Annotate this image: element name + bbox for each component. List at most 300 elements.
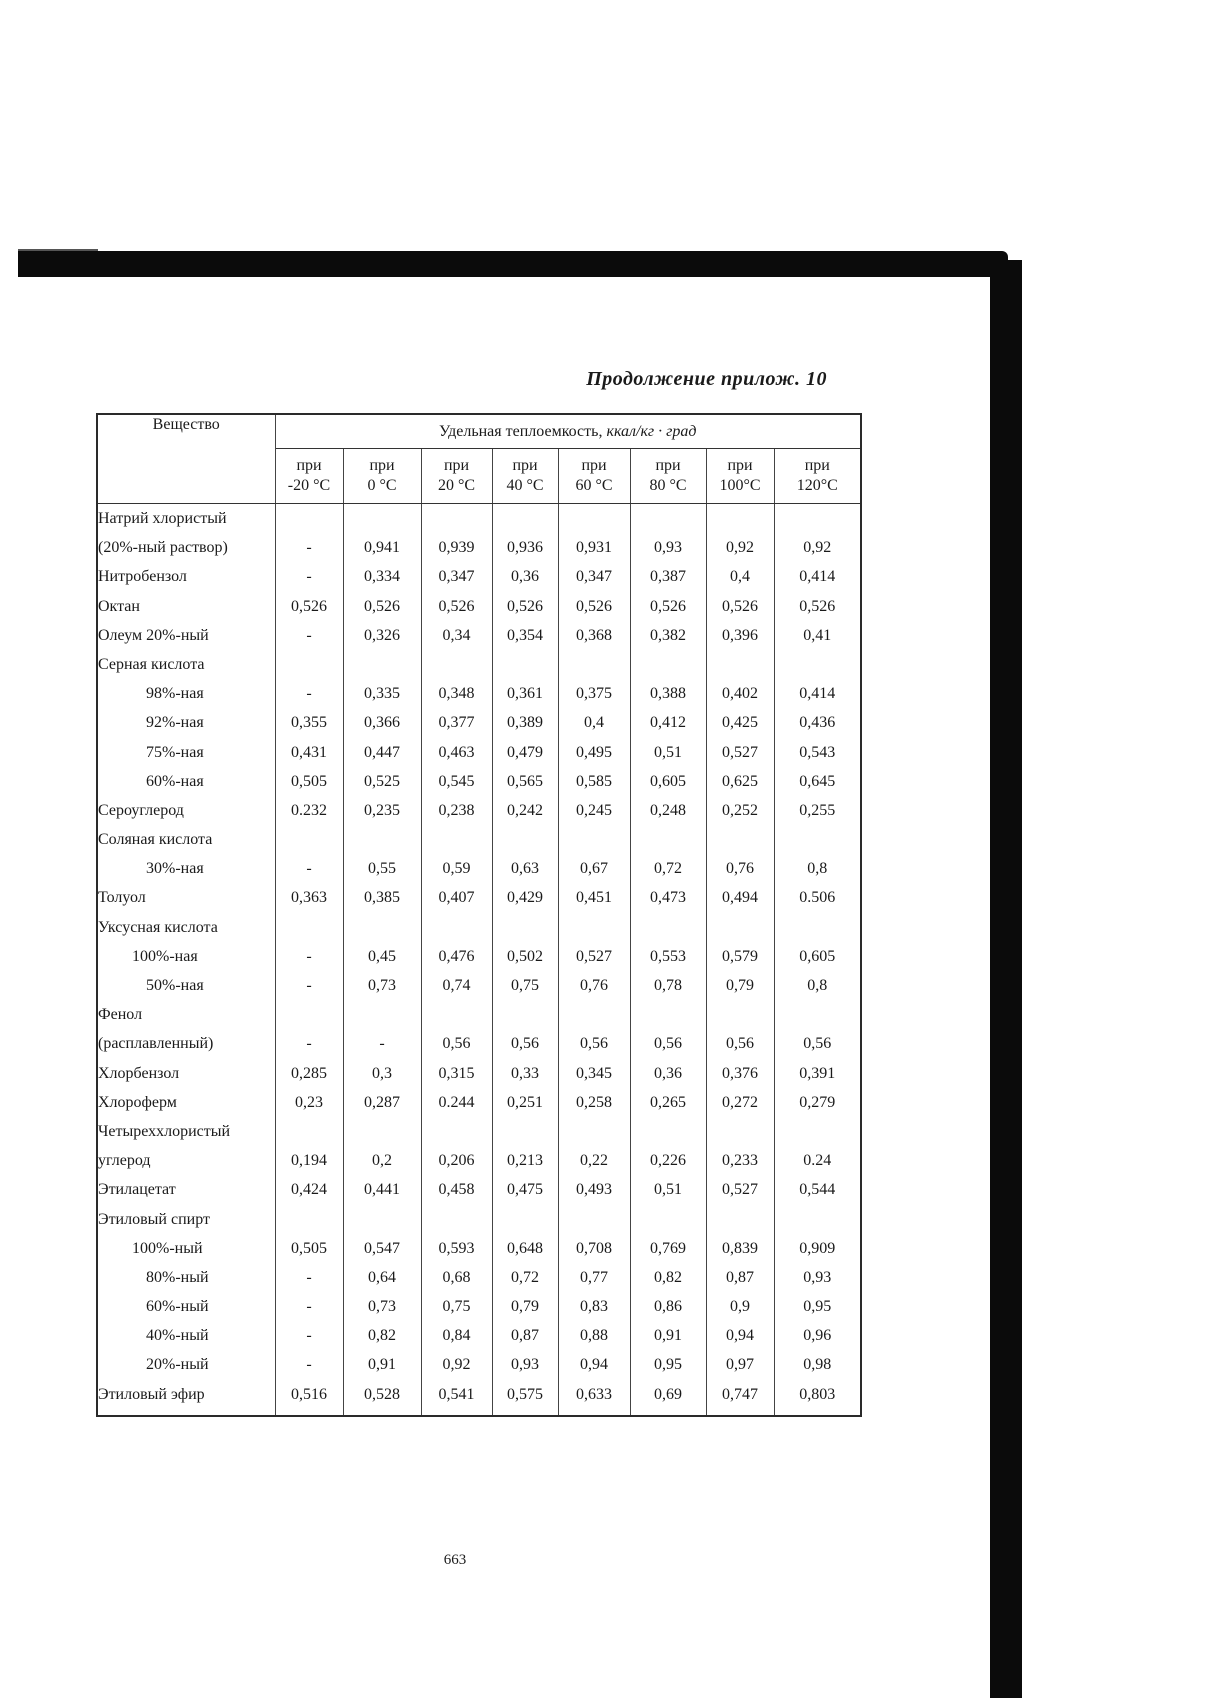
heat-capacity-value [275,1205,343,1234]
group-header-text: Удельная теплоемкость, [439,422,603,440]
heat-capacity-value: - [275,562,343,591]
heat-capacity-value: 0,23 [275,1088,343,1117]
heat-capacity-value: 0,78 [630,971,706,1000]
temperature-value: -20 °C [287,477,331,494]
heat-capacity-value: 0,56 [630,1029,706,1058]
substance-name: Серная кислота [97,650,275,679]
heat-capacity-value [630,1205,706,1234]
heat-capacity-value [706,1000,774,1029]
table-row [97,738,861,767]
heat-capacity-value: 0,8 [774,854,861,883]
temperature-prefix: при [581,457,607,474]
substance-name: Хлороферм [97,1088,275,1117]
heat-capacity-value: 0,387 [630,562,706,591]
heat-capacity-value: 0,839 [706,1234,774,1263]
heat-capacity-value [275,825,343,854]
substance-name: 75%-ная [97,738,275,767]
heat-capacity-value: 0,475 [492,1175,558,1204]
heat-capacity-value: 0,194 [275,1146,343,1175]
substance-name: 100%-ная [97,942,275,971]
heat-capacity-value: 0,2 [343,1146,421,1175]
heat-capacity-value [706,504,774,534]
heat-capacity-value: 0,92 [421,1350,492,1379]
substance-name: (20%-ный раствор) [97,533,275,562]
heat-capacity-value: 0,424 [275,1175,343,1204]
heat-capacity-value: 0,526 [343,592,421,621]
heat-capacity-value: 0,91 [343,1350,421,1379]
heat-capacity-value: 0,45 [343,942,421,971]
heat-capacity-value: 0,347 [558,562,630,591]
heat-capacity-value [421,1117,492,1146]
heat-capacity-value: 0,502 [492,942,558,971]
substance-name: Фенол [97,1000,275,1029]
table-row [97,679,861,708]
substance-name: Толуол [97,883,275,912]
heat-capacity-value: 0,4 [706,562,774,591]
substance-name: Октан [97,592,275,621]
heat-capacity-value: 0,575 [492,1380,558,1416]
heat-capacity-value: 0,51 [630,738,706,767]
table-row [97,592,861,621]
heat-capacity-value: 0,326 [343,621,421,650]
heat-capacity-value: 0,375 [558,679,630,708]
heat-capacity-value: 0,74 [421,971,492,1000]
heat-capacity-value [630,504,706,534]
heat-capacity-value: 0,382 [630,621,706,650]
heat-capacity-value: 0,441 [343,1175,421,1204]
table-row [97,913,861,942]
heat-capacity-value: 0,936 [492,533,558,562]
heat-capacity-value [558,650,630,679]
temperature-value: 100°C [719,477,761,494]
heat-capacity-value: 0,72 [492,1263,558,1292]
heat-capacity-value [343,1205,421,1234]
heat-capacity-value: 0,79 [492,1292,558,1321]
heat-capacity-value: 0,34 [421,621,492,650]
heat-capacity-value: 0,95 [630,1350,706,1379]
table-row [97,621,861,650]
heat-capacity-value: 0,87 [492,1321,558,1350]
heat-capacity-value [492,504,558,534]
substance-name: Уксусная кислота [97,913,275,942]
heat-capacity-value: 0,56 [706,1029,774,1058]
heat-capacity-value: 0,593 [421,1234,492,1263]
heat-capacity-value [421,650,492,679]
table-row [97,971,861,1000]
specific-heat-table [96,413,862,1417]
heat-capacity-value: 0,94 [558,1350,630,1379]
heat-capacity-value: 0,747 [706,1380,774,1416]
table-row [97,1088,861,1117]
heat-capacity-value: 0,476 [421,942,492,971]
table-row [97,825,861,854]
temperature-prefix: при [296,457,322,474]
heat-capacity-value [774,1117,861,1146]
page-caption: Продолжение прилож. 10 [586,368,827,390]
heat-capacity-value: 0,347 [421,562,492,591]
heat-capacity-value: 0,931 [558,533,630,562]
heat-capacity-value: 0,251 [492,1088,558,1117]
temperature-column-header [343,449,421,504]
table-row [97,796,861,825]
heat-capacity-value: 0,67 [558,854,630,883]
heat-capacity-value: 0,505 [275,767,343,796]
heat-capacity-value: 0,377 [421,708,492,737]
substance-name: Хлорбензол [97,1059,275,1088]
heat-capacity-value: 0,88 [558,1321,630,1350]
heat-capacity-value: - [275,971,343,1000]
heat-capacity-value: - [275,1292,343,1321]
heat-capacity-value: 0.244 [421,1088,492,1117]
temperature-prefix: при [443,457,470,474]
substance-name: (расплавленный) [97,1029,275,1058]
heat-capacity-value: 0,233 [706,1146,774,1175]
heat-capacity-value: 0,285 [275,1059,343,1088]
heat-capacity-value: 0,36 [492,562,558,591]
heat-capacity-value: 0,75 [421,1292,492,1321]
heat-capacity-value: 0,526 [630,592,706,621]
heat-capacity-value: - [275,942,343,971]
heat-capacity-value: 0,206 [421,1146,492,1175]
heat-capacity-value: 0,64 [343,1263,421,1292]
heat-capacity-value [774,650,861,679]
heat-capacity-value: 0,447 [343,738,421,767]
substance-name: Этиловый спирт [97,1205,275,1234]
heat-capacity-value: 0.24 [774,1146,861,1175]
heat-capacity-value: 0,82 [630,1263,706,1292]
heat-capacity-value [774,825,861,854]
heat-capacity-value: 0,769 [630,1234,706,1263]
heat-capacity-value: 0,407 [421,883,492,912]
heat-capacity-value: 0,414 [774,679,861,708]
table-row [97,533,861,562]
heat-capacity-value [275,650,343,679]
heat-capacity-value: 0,528 [343,1380,421,1416]
heat-capacity-value: 0,73 [343,1292,421,1321]
heat-capacity-value: 0,56 [421,1029,492,1058]
heat-capacity-value: 0,92 [706,533,774,562]
heat-capacity-value: 0,242 [492,796,558,825]
substance-name: 60%-ная [97,767,275,796]
heat-capacity-value [558,1000,630,1029]
heat-capacity-value: 0,86 [630,1292,706,1321]
specific-heat-table-container [96,413,860,1417]
heat-capacity-value: 0,56 [492,1029,558,1058]
heat-capacity-value: 0,69 [630,1380,706,1416]
heat-capacity-value: 0,479 [492,738,558,767]
table-row [97,767,861,796]
heat-capacity-value: - [275,621,343,650]
temperature-prefix: при [804,457,830,474]
heat-capacity-value: 0,525 [343,767,421,796]
heat-capacity-value: 0,363 [275,883,343,912]
heat-capacity-value: 0,493 [558,1175,630,1204]
table-row [97,708,861,737]
table-header [97,414,861,504]
heat-capacity-value: 0,95 [774,1292,861,1321]
heat-capacity-value [558,825,630,854]
heat-capacity-value [492,913,558,942]
table-row [97,1146,861,1175]
heat-capacity-value [492,825,558,854]
substance-name: Четыреххлористый [97,1117,275,1146]
table-row [97,1205,861,1234]
substance-name: углерод [97,1146,275,1175]
heat-capacity-value: 0,436 [774,708,861,737]
substance-name: Олеум 20%-ный [97,621,275,650]
heat-capacity-value: 0,93 [630,533,706,562]
heat-capacity-value: 0,84 [421,1321,492,1350]
heat-capacity-value [706,650,774,679]
heat-capacity-value: 0,83 [558,1292,630,1321]
table-row [97,1234,861,1263]
heat-capacity-value: 0,494 [706,883,774,912]
heat-capacity-value: 0,458 [421,1175,492,1204]
heat-capacity-value: 0,287 [343,1088,421,1117]
heat-capacity-value: 0,526 [774,592,861,621]
heat-capacity-value: 0,272 [706,1088,774,1117]
table-body [97,504,861,1416]
heat-capacity-value [343,1117,421,1146]
heat-capacity-value: - [275,679,343,708]
heat-capacity-value [343,504,421,534]
heat-capacity-value: 0,334 [343,562,421,591]
heat-capacity-value [275,504,343,534]
heat-capacity-value [774,1000,861,1029]
heat-capacity-value: 0,92 [774,533,861,562]
heat-capacity-value: 0,33 [492,1059,558,1088]
heat-capacity-value: 0,396 [706,621,774,650]
heat-capacity-value: 0,79 [706,971,774,1000]
table-row [97,942,861,971]
temperature-prefix: при [727,457,753,474]
heat-capacity-value: 0,648 [492,1234,558,1263]
substance-name: 30%-ная [97,854,275,883]
heat-capacity-value: 0,388 [630,679,706,708]
heat-capacity-value: 0,544 [774,1175,861,1204]
heat-capacity-value [421,825,492,854]
substance-name: Этиловый эфир [97,1380,275,1416]
heat-capacity-value [275,1117,343,1146]
heat-capacity-value: 0,235 [343,796,421,825]
heat-capacity-value: 0,348 [421,679,492,708]
heat-capacity-value: 0,389 [492,708,558,737]
heat-capacity-value: 0,939 [421,533,492,562]
substance-name: 60%-ный [97,1292,275,1321]
table-row [97,504,861,534]
heat-capacity-value: 0,645 [774,767,861,796]
heat-capacity-value [706,1117,774,1146]
substance-name: 98%-ная [97,679,275,708]
heat-capacity-value: 0,56 [774,1029,861,1058]
heat-capacity-value [492,1117,558,1146]
heat-capacity-value: 0,545 [421,767,492,796]
heat-capacity-value: 0,355 [275,708,343,737]
heat-capacity-value: 0,96 [774,1321,861,1350]
heat-capacity-value [630,650,706,679]
heat-capacity-value: - [275,854,343,883]
heat-capacity-value: 0,473 [630,883,706,912]
substance-name: Натрий хлористый [97,504,275,534]
heat-capacity-value: 0,72 [630,854,706,883]
temperature-column-header [774,449,861,504]
heat-capacity-value: 0,526 [421,592,492,621]
heat-capacity-value: 0,463 [421,738,492,767]
heat-capacity-value [774,913,861,942]
temperature-prefix: при [655,457,681,474]
heat-capacity-value: - [275,1350,343,1379]
heat-capacity-value: 0,414 [774,562,861,591]
heat-capacity-value: 0,75 [492,971,558,1000]
heat-capacity-value [343,825,421,854]
heat-capacity-value: 0.506 [774,883,861,912]
scan-border-top [18,251,1008,277]
heat-capacity-value: 0,82 [343,1321,421,1350]
heat-capacity-value: 0,412 [630,708,706,737]
heat-capacity-value: 0,425 [706,708,774,737]
temperature-value: 120°C [796,477,838,494]
heat-capacity-value [774,504,861,534]
heat-capacity-value: 0,22 [558,1146,630,1175]
heat-capacity-value: 0,585 [558,767,630,796]
heat-capacity-value: 0,527 [706,738,774,767]
heat-capacity-value: 0,245 [558,796,630,825]
heat-capacity-value: 0,605 [630,767,706,796]
heat-capacity-value: 0,93 [492,1350,558,1379]
heat-capacity-value: 0,91 [630,1321,706,1350]
table-row [97,883,861,912]
temperature-prefix: при [512,457,538,474]
heat-capacity-value: 0,941 [343,533,421,562]
heat-capacity-value: 0,526 [275,592,343,621]
heat-capacity-value [343,1000,421,1029]
heat-capacity-value: 0,8 [774,971,861,1000]
heat-capacity-value: 0,3 [343,1059,421,1088]
temperature-value: 80 °C [649,477,687,494]
table-row [97,650,861,679]
temperature-value: 60 °C [575,477,613,494]
substance-name: 80%-ный [97,1263,275,1292]
heat-capacity-value: 0,345 [558,1059,630,1088]
heat-capacity-value: 0,526 [706,592,774,621]
heat-capacity-value [630,1000,706,1029]
group-header-units: ккал/кг · град [606,422,697,440]
heat-capacity-value: 0,526 [558,592,630,621]
heat-capacity-value: 0,451 [558,883,630,912]
heat-capacity-value: 0,909 [774,1234,861,1263]
scan-border-right [990,260,1022,1698]
heat-capacity-value: 0,579 [706,942,774,971]
heat-capacity-value: 0,541 [421,1380,492,1416]
substance-name: 100%-ный [97,1234,275,1263]
heat-capacity-value: 0,495 [558,738,630,767]
heat-capacity-value: 0,708 [558,1234,630,1263]
heat-capacity-value [492,1000,558,1029]
heat-capacity-value [706,825,774,854]
specific-heat-group-header [275,414,861,449]
heat-capacity-value: 0,335 [343,679,421,708]
heat-capacity-value: - [275,1321,343,1350]
table-row [97,1117,861,1146]
heat-capacity-value: 0,265 [630,1088,706,1117]
heat-capacity-value: 0,361 [492,679,558,708]
heat-capacity-value: 0,803 [774,1380,861,1416]
heat-capacity-value: 0,402 [706,679,774,708]
heat-capacity-value [558,504,630,534]
heat-capacity-value: 0,633 [558,1380,630,1416]
temperature-value: 40 °C [506,477,544,494]
heat-capacity-value [275,913,343,942]
heat-capacity-value [343,650,421,679]
heat-capacity-value: 0,94 [706,1321,774,1350]
heat-capacity-value [492,1205,558,1234]
heat-capacity-value: 0,9 [706,1292,774,1321]
heat-capacity-value: 0,547 [343,1234,421,1263]
heat-capacity-value: 0,505 [275,1234,343,1263]
heat-capacity-value: 0,565 [492,767,558,796]
heat-capacity-value: 0,368 [558,621,630,650]
heat-capacity-value: 0,226 [630,1146,706,1175]
heat-capacity-value: 0,68 [421,1263,492,1292]
temperature-column-header [275,449,343,504]
heat-capacity-value: 0,527 [706,1175,774,1204]
heat-capacity-value: 0,55 [343,854,421,883]
heat-capacity-value: 0,255 [774,796,861,825]
heat-capacity-value: - [275,533,343,562]
heat-capacity-value [421,504,492,534]
table-row [97,1000,861,1029]
heat-capacity-value: 0,527 [558,942,630,971]
heat-capacity-value [630,1117,706,1146]
heat-capacity-value: - [275,1029,343,1058]
substance-name: Сероуглерод [97,796,275,825]
heat-capacity-value: - [343,1029,421,1058]
heat-capacity-value: 0,63 [492,854,558,883]
table-row [97,1175,861,1204]
table-row [97,854,861,883]
heat-capacity-value: 0,429 [492,883,558,912]
heat-capacity-value: 0,87 [706,1263,774,1292]
temperature-column-header [421,449,492,504]
substance-name: 20%-ный [97,1350,275,1379]
table-row [97,1263,861,1292]
temperature-column-header [558,449,630,504]
heat-capacity-value: 0,4 [558,708,630,737]
substance-name: 40%-ный [97,1321,275,1350]
heat-capacity-value: 0.232 [275,796,343,825]
substance-name: 92%-ная [97,708,275,737]
heat-capacity-value: 0,76 [706,854,774,883]
temperature-value: 20 °C [437,477,476,494]
temperature-column-header [630,449,706,504]
temperature-column-header [706,449,774,504]
heat-capacity-value: - [275,1263,343,1292]
substance-name: Нитробензол [97,562,275,591]
heat-capacity-value [558,913,630,942]
heat-capacity-value: 0,77 [558,1263,630,1292]
heat-capacity-value: 0,59 [421,854,492,883]
table-row [97,1029,861,1058]
heat-capacity-value [275,1000,343,1029]
heat-capacity-value: 0,526 [492,592,558,621]
heat-capacity-value [343,913,421,942]
heat-capacity-value: 0,252 [706,796,774,825]
heat-capacity-value [630,825,706,854]
heat-capacity-value: 0,51 [630,1175,706,1204]
heat-capacity-value: 0,258 [558,1088,630,1117]
heat-capacity-value: 0,391 [774,1059,861,1088]
heat-capacity-value [706,1205,774,1234]
